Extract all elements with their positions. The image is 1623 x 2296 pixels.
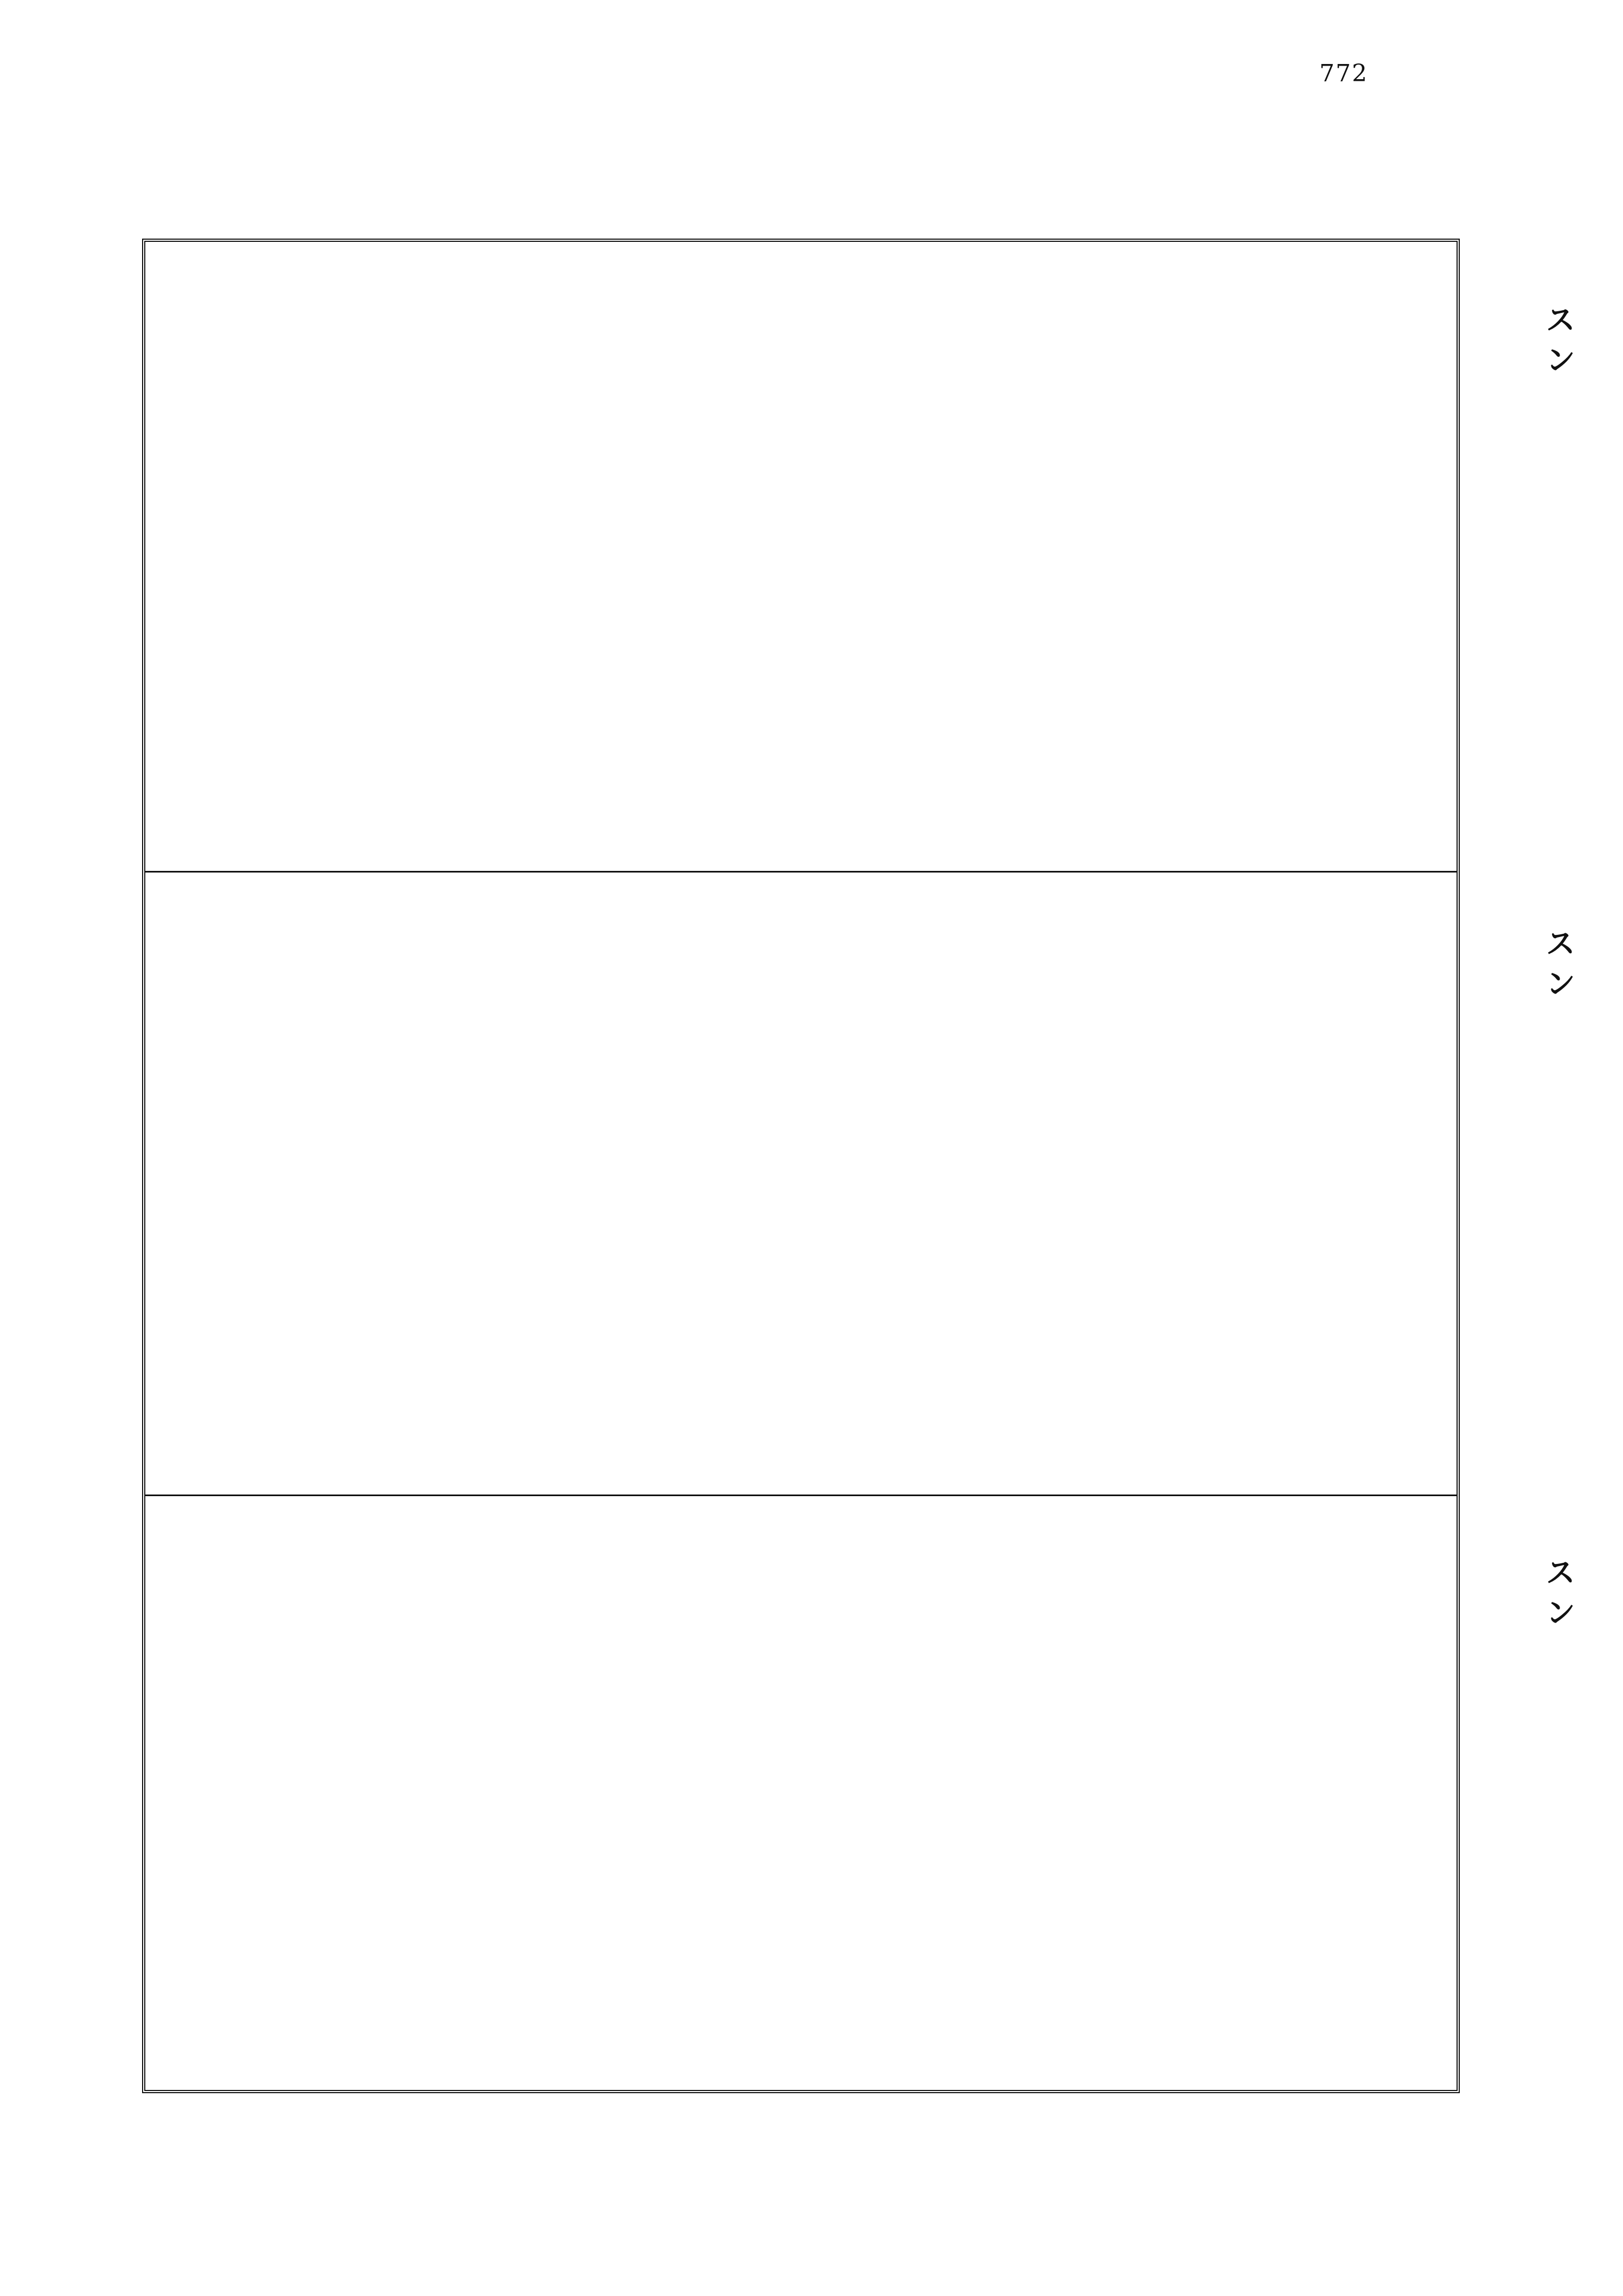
lower-tier xyxy=(145,1495,1457,2090)
section-marker: スン xyxy=(1541,1556,1576,1637)
page-number: 772 xyxy=(1319,60,1368,87)
upper-tier xyxy=(145,242,1457,871)
section-marker: スン xyxy=(1541,304,1576,384)
middle-tier xyxy=(145,871,1457,1495)
dictionary-page-frame xyxy=(142,239,1460,2093)
section-marker: スン xyxy=(1541,927,1576,1008)
